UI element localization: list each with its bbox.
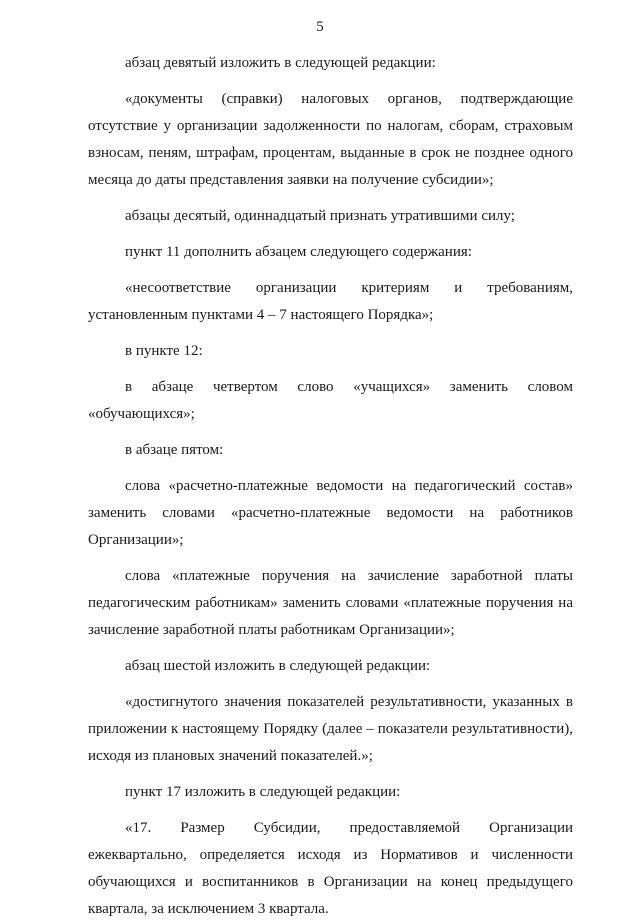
paragraph: «17. Размер Субсидии, предоставляемой Организации ежеквартально, определяется исходя из Нормативов и численности обучающихся и воспитанников в Организации на конец предыдущего квартала, за исключением 3 квартала.: [88, 820, 573, 917]
paragraph: «достигнутого значения показателей результативности, указанных в приложении к настоящему Порядку (далее – показатели результативности), исходя из плановых значений показателей.»;: [88, 694, 573, 764]
paragraph: абзац шестой изложить в следующей редакции:: [125, 658, 431, 674]
paragraph: абзацы десятый, одиннадцатый признать утратившими силу;: [125, 208, 515, 224]
paragraph: в пункте 12:: [125, 343, 203, 359]
paragraph: слова «платежные поручения на зачисление заработной платы педагогическим работникам» заменить словами «платежные поручения на зачисление заработной платы работникам Организации»;: [88, 568, 573, 638]
paragraph: «документы (справки) налоговых органов, подтверждающие отсутствие у организации задолженности по налогам, сборам, страховым взносам, пеням, штрафам, процентам, выданные в срок не позднее одного месяца до даты представления заявки на получение субсидии»;: [88, 91, 573, 188]
paragraph: «несоответствие организации критериям и требованиям, установленным пунктами 4 – 7 настоящего Порядка»;: [88, 280, 573, 323]
paragraph: в абзаце пятом:: [125, 442, 224, 458]
paragraph: слова «расчетно-платежные ведомости на педагогический состав» заменить словами «расчетно-платежные ведомости на работников Организации»;: [88, 478, 573, 548]
document-body: [88, 50, 573, 923]
paragraph: пункт 11 дополнить абзацем следующего содержания:: [125, 244, 472, 260]
paragraph: пункт 17 изложить в следующей редакции:: [125, 784, 401, 800]
paragraph: абзац девятый изложить в следующей редакции:: [125, 55, 436, 71]
page-number: 5: [316, 19, 324, 35]
paragraph: в абзаце четвертом слово «учащихся» заменить словом «обучающихся»;: [88, 379, 573, 422]
